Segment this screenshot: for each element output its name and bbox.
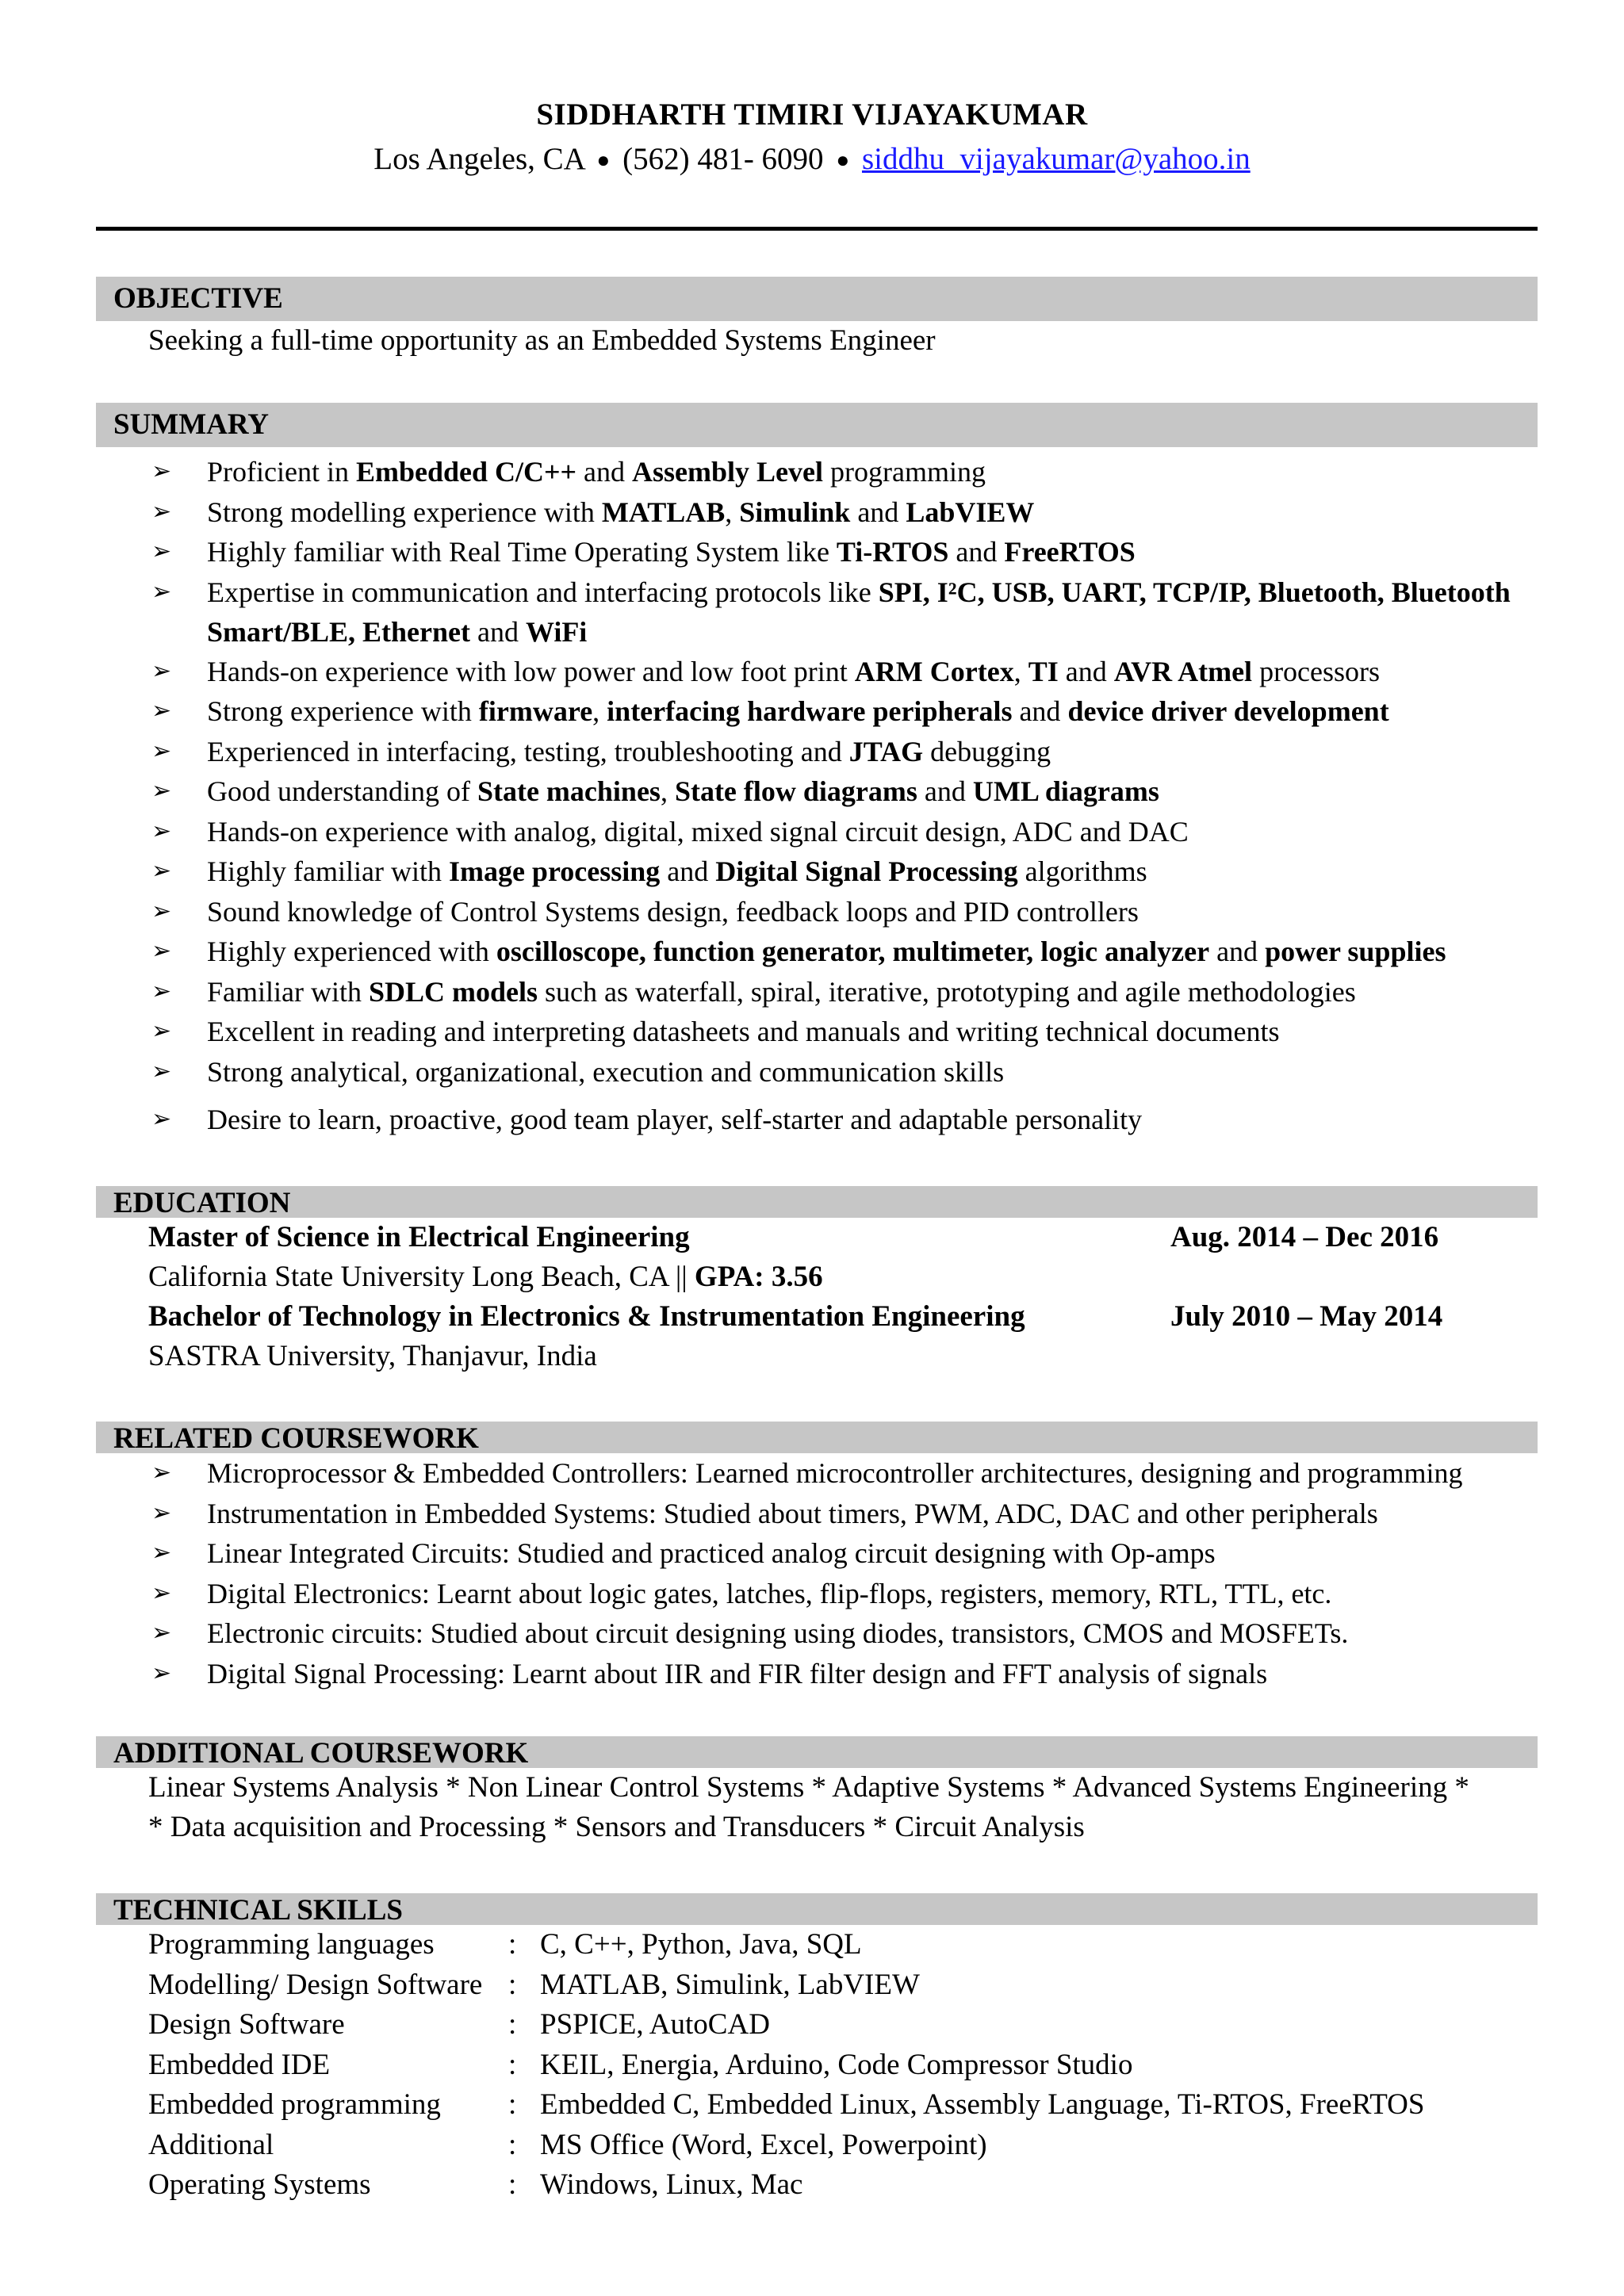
objective-text: Seeking a full-time opportunity as an Embedded Systems Engineer [148, 324, 936, 357]
skills-row [96, 1925, 1538, 1965]
arrow-bullet-icon: ➢ [151, 1017, 172, 1045]
arrow-bullet-icon: ➢ [151, 497, 172, 526]
summary-text: and [1058, 655, 1114, 687]
summary-keyword: FreeRTOS [1004, 536, 1136, 568]
email-link[interactable]: siddhu_vijayakumar@yahoo.in [861, 142, 1251, 176]
summary-keyword: Image processing [448, 855, 661, 887]
summary-text: , [660, 775, 675, 807]
related-coursework-section [96, 1422, 1538, 1693]
arrow-bullet-icon: ➢ [151, 1619, 172, 1647]
education-school-row [96, 1337, 1538, 1376]
education-section [96, 1186, 1538, 1376]
section-heading: RELATED COURSEWORK [96, 1422, 1538, 1453]
coursework-item [96, 1453, 1538, 1494]
summary-text: processors [1252, 655, 1381, 687]
coursework-text: Electronic circuits: Studied about circuit designing using diodes, transistors, CMOS and MOSFETs. [207, 1617, 1349, 1649]
coursework-item [96, 1494, 1538, 1534]
skills-row [96, 2085, 1538, 2126]
summary-text: Highly familiar with [207, 855, 449, 887]
summary-text: and [948, 536, 1005, 568]
arrow-bullet-icon: ➢ [151, 937, 172, 965]
degree-dates: July 2010 – May 2014 [1170, 1300, 1443, 1333]
skill-value: C, C++, Python, Java, SQL [540, 1928, 862, 1961]
summary-keyword: firmware [478, 695, 593, 727]
section-heading: SUMMARY [96, 403, 1538, 447]
skill-colon: : [508, 2008, 517, 2041]
skill-value: Embedded C, Embedded Linux, Assembly Language, Ti-RTOS, FreeRTOS [540, 2088, 1425, 2121]
education-degree-row [96, 1297, 1538, 1337]
skills-row [96, 2165, 1538, 2206]
skill-label: Design Software [148, 2008, 345, 2041]
summary-text: and [917, 775, 973, 807]
summary-text: , [1013, 655, 1028, 687]
summary-text: programming [823, 456, 986, 488]
arrow-bullet-icon: ➢ [151, 1578, 172, 1607]
arrow-bullet-icon: ➢ [151, 577, 172, 606]
summary-text: and [1209, 936, 1266, 967]
skill-colon: : [508, 2048, 517, 2081]
summary-keyword: oscilloscope, function generator, multimeter, logic analyzer [496, 936, 1210, 967]
summary-section [96, 403, 1538, 1140]
arrow-bullet-icon: ➢ [151, 697, 172, 725]
summary-text: Expertise in communication and interfacing protocols like [207, 576, 879, 608]
coursework-item [96, 1533, 1538, 1574]
degree: Bachelor of Technology in Electronics & Instrumentation Engineering [148, 1300, 1025, 1333]
skill-colon: : [508, 2128, 517, 2161]
candidate-name: SIDDHARTH TIMIRI VIJAYAKUMAR [536, 98, 1088, 132]
summary-item [96, 652, 1538, 692]
summary-keyword: Assembly Level [632, 456, 824, 488]
skill-label: Embedded IDE [148, 2048, 331, 2081]
skill-colon: : [508, 1928, 517, 1961]
additional-coursework-line: * Data acquisition and Processing * Sensors and Transducers * Circuit Analysis [148, 1811, 1085, 1843]
skill-value: MATLAB, Simulink, LabVIEW [540, 1968, 920, 2001]
skills-row [96, 2005, 1538, 2045]
summary-keyword: UML diagrams [972, 775, 1159, 807]
summary-keyword: Ti-RTOS [836, 536, 949, 568]
skill-value: MS Office (Word, Excel, Powerpoint) [540, 2128, 987, 2161]
summary-text: Sound knowledge of Control Systems design, feedback loops and PID controllers [207, 895, 1139, 928]
header-divider [96, 227, 1538, 231]
arrow-bullet-icon: ➢ [151, 1659, 172, 1687]
summary-keyword: Digital Signal Processing [715, 855, 1018, 887]
summary-text: and [850, 496, 906, 528]
technical-skills-section [96, 1893, 1538, 2206]
summary-text: debugging [923, 735, 1051, 767]
summary-text: Familiar with [207, 975, 369, 1008]
skills-row [96, 1965, 1538, 2006]
summary-keyword: State flow diagrams [674, 775, 917, 807]
summary-item [96, 1100, 1538, 1140]
school: SASTRA University, Thanjavur, India [148, 1340, 597, 1372]
arrow-bullet-icon: ➢ [151, 1105, 172, 1133]
education-list [96, 1218, 1538, 1376]
summary-keyword: Simulink [739, 496, 851, 528]
coursework-item [96, 1574, 1538, 1614]
summary-item [96, 1012, 1538, 1052]
summary-item [96, 851, 1538, 892]
summary-text: and [576, 456, 633, 488]
summary-keyword: Embedded C/C++ [355, 456, 577, 488]
arrow-bullet-icon: ➢ [151, 1459, 172, 1487]
degree: Master of Science in Electrical Engineering [148, 1221, 690, 1253]
summary-keyword: power supplies [1265, 936, 1446, 967]
arrow-bullet-icon: ➢ [151, 897, 172, 925]
summary-text: Strong modelling experience with [207, 496, 602, 528]
summary-keyword: JTAG [848, 735, 924, 767]
summary-list [96, 452, 1538, 1140]
summary-item [96, 771, 1538, 812]
summary-text: and [469, 615, 526, 648]
related-coursework-list [96, 1453, 1538, 1693]
summary-text: Excellent in reading and interpreting datasheets and manuals and writing technical documents [207, 1016, 1280, 1047]
school: California State University Long Beach, CA || [148, 1261, 695, 1293]
coursework-text: Microprocessor & Embedded Controllers: Learned microcontroller architectures, designing and programming [207, 1457, 1463, 1489]
summary-text: Proficient in [207, 456, 356, 488]
summary-item [96, 972, 1538, 1012]
arrow-bullet-icon: ➢ [151, 538, 172, 565]
arrow-bullet-icon: ➢ [151, 457, 172, 485]
summary-text: Experienced in interfacing, testing, troubleshooting and [207, 735, 849, 767]
coursework-text: Linear Integrated Circuits: Studied and practiced analog circuit designing with Op-amps [207, 1537, 1216, 1569]
summary-item [96, 532, 1538, 572]
skill-value: KEIL, Energia, Arduino, Code Compressor Studio [540, 2048, 1133, 2081]
summary-text: Highly familiar with Real Time Operating System like [207, 536, 837, 568]
arrow-bullet-icon: ➢ [151, 817, 172, 845]
summary-item [96, 452, 1538, 492]
skills-table [96, 1925, 1538, 2206]
skill-colon: : [508, 2088, 517, 2121]
separator-dot-icon: ● [836, 148, 850, 173]
coursework-item [96, 1654, 1538, 1694]
summary-item [96, 932, 1538, 972]
coursework-text: Digital Electronics: Learnt about logic gates, latches, flip-flops, registers, memory, RTL, TTL, etc. [207, 1577, 1332, 1609]
summary-keyword: MATLAB [601, 496, 726, 528]
skill-value: PSPICE, AutoCAD [540, 2008, 770, 2041]
summary-keyword: AVR Atmel [1113, 655, 1253, 687]
summary-item [96, 812, 1538, 852]
summary-text: Good understanding of [207, 775, 477, 807]
section-heading: ADDITIONAL COURSEWORK [96, 1736, 1538, 1768]
summary-text: Strong analytical, organizational, execution and communication skills [207, 1055, 1005, 1088]
summary-item [96, 691, 1538, 732]
skill-label: Embedded programming [148, 2088, 441, 2121]
skills-row [96, 2045, 1538, 2086]
summary-text: and [1012, 695, 1068, 727]
summary-item [96, 892, 1538, 932]
education-school-row [96, 1257, 1538, 1297]
summary-text: , [592, 695, 607, 727]
education-degree-row [96, 1218, 1538, 1257]
additional-coursework-section [96, 1736, 1538, 1847]
summary-keyword: interfacing hardware peripherals [607, 695, 1013, 727]
arrow-bullet-icon: ➢ [151, 656, 172, 685]
contact-line [0, 141, 1624, 177]
summary-text: Desire to learn, proactive, good team player, self-starter and adaptable personality [207, 1104, 1143, 1135]
separator-dot-icon: ● [596, 148, 611, 173]
gpa: GPA: 3.56 [694, 1261, 823, 1293]
summary-text: and [660, 855, 716, 887]
skill-colon: : [508, 2168, 517, 2201]
skill-label: Programming languages [148, 1928, 435, 1961]
summary-text: Highly experienced with [207, 936, 496, 967]
additional-coursework-line: Linear Systems Analysis * Non Linear Control Systems * Adaptive Systems * Advanced Systems Engineering * [148, 1771, 1469, 1804]
summary-text: algorithms [1017, 855, 1147, 887]
skill-label: Operating Systems [148, 2168, 371, 2201]
arrow-bullet-icon: ➢ [151, 737, 172, 765]
summary-keyword: LabVIEW [906, 496, 1035, 528]
summary-text: Strong experience with [207, 695, 479, 727]
summary-keyword: State machines [477, 775, 661, 807]
arrow-bullet-icon: ➢ [151, 1498, 172, 1527]
summary-text: , [725, 496, 740, 528]
skills-row [96, 2126, 1538, 2166]
summary-item [96, 492, 1538, 533]
summary-item [96, 572, 1538, 652]
summary-item [96, 732, 1538, 772]
summary-text: Hands-on experience with analog, digital, mixed signal circuit design, ADC and DAC [207, 815, 1189, 848]
skill-label: Additional [148, 2128, 274, 2161]
summary-keyword: ARM Cortex [854, 655, 1014, 687]
arrow-bullet-icon: ➢ [151, 857, 172, 885]
summary-keyword: SPI, I²C, USB, UART, TCP/IP, Bluetooth, Bluetooth Smart/BLE, Ethernet [207, 576, 1511, 648]
objective-section [96, 277, 1538, 361]
degree-dates: Aug. 2014 – Dec 2016 [1170, 1221, 1439, 1253]
summary-text: Hands-on experience with low power and low foot print [207, 655, 855, 687]
phone: (562) 481- 6090 [622, 142, 824, 176]
summary-keyword: WiFi [525, 615, 588, 648]
coursework-text: Digital Signal Processing: Learnt about IIR and FIR filter design and FFT analysis of signals [207, 1657, 1268, 1689]
summary-keyword: SDLC models [368, 975, 538, 1008]
section-heading: OBJECTIVE [96, 277, 1538, 321]
coursework-text: Instrumentation in Embedded Systems: Studied about timers, PWM, ADC, DAC and other peripherals [207, 1497, 1378, 1529]
summary-keyword: device driver development [1067, 695, 1389, 727]
location: Los Angeles, CA [373, 142, 584, 176]
arrow-bullet-icon: ➢ [151, 977, 172, 1005]
arrow-bullet-icon: ➢ [151, 1539, 172, 1567]
skill-label: Modelling/ Design Software [148, 1968, 483, 2001]
coursework-item [96, 1613, 1538, 1654]
section-heading: EDUCATION [96, 1186, 1538, 1218]
summary-item [96, 1052, 1538, 1093]
skill-colon: : [508, 1968, 517, 2001]
skill-value: Windows, Linux, Mac [540, 2168, 803, 2201]
arrow-bullet-icon: ➢ [151, 777, 172, 805]
section-heading: TECHNICAL SKILLS [96, 1893, 1538, 1925]
summary-keyword: TI [1028, 655, 1059, 687]
summary-text: such as waterfall, spiral, iterative, prototyping and agile methodologies [538, 975, 1356, 1008]
arrow-bullet-icon: ➢ [151, 1057, 172, 1085]
